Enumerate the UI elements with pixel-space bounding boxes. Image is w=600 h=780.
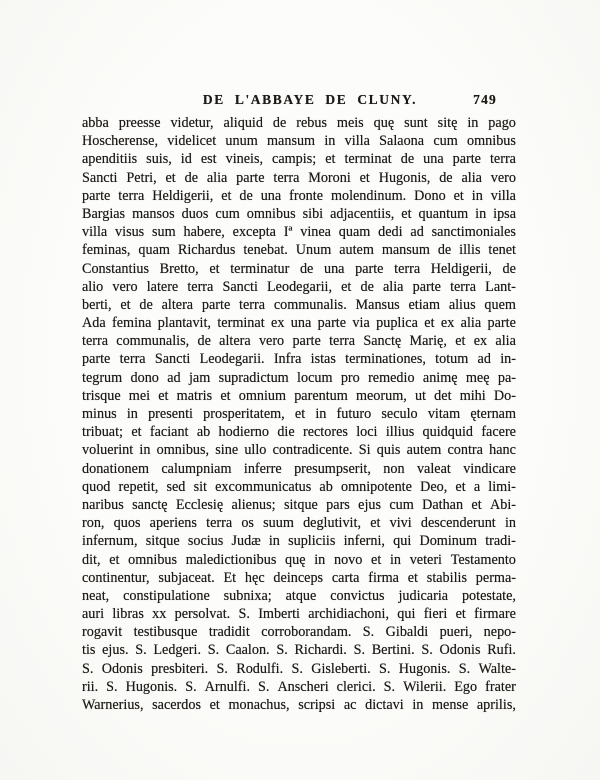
text-line: feminas, quam Richardus tenebat. Unum autem mansum de illis tenet (82, 242, 516, 259)
text-line: dit, et omnibus maledictionibus quę in novo et in veteri Testamento (82, 551, 516, 568)
text-line: tegrum dono ad jam supradictum locum pro remedio animę meę pa- (82, 369, 516, 386)
text-line: rogavit testibusque tradidit corroborandam. S. Gibaldi pueri, nepo- (82, 624, 516, 641)
text-line: trisque mei et matris et omnium parentum meorum, ut det mihi Do- (82, 387, 516, 404)
text-line: Hoscherense, videlicet unum mansum in villa Salaona cum omnibus (82, 133, 516, 150)
text-line: Warnerius, sacerdos et monachus, scripsi ac dictavi in mense aprilis, (82, 697, 516, 713)
text-line: villa visus sum habere, excepta Iª vinea quam dedi ad sanctimoniales (82, 224, 516, 241)
running-head-title: DE L'ABBAYE DE CLUNY. (202, 92, 418, 107)
text-line: continentur, subjaceat. Et hęc deinceps carta firma et stabilis perma- (82, 569, 516, 586)
running-head (82, 92, 516, 110)
text-line: Sancti Petri, et de alia parte terra Moroni et Hugonis, de alia vero (82, 169, 516, 186)
charter-text-block (82, 114, 516, 714)
text-line: Bargias mansos duos cum omnibus sibi adjacentiis, et quantum in ipsa (82, 205, 516, 222)
text-line: quod repetit, sed sit excommunicatus ab omnipotente Deo, et a limi- (82, 478, 516, 495)
text-line: naribus sanctę Ecclesię alienus; sitque pars ejus cum Dathan et Abi- (82, 496, 516, 513)
text-line: rii. S. Hugonis. S. Arnulfi. S. Anscheri clerici. S. Wilerii. Ego frater (82, 678, 516, 695)
text-line: terra communalis, de altera vero parte terra Sanctę Marię, et ex alia (82, 333, 516, 350)
text-line: tis ejus. S. Ledgeri. S. Caalon. S. Richardi. S. Bertini. S. Odonis Rufi. (82, 642, 516, 659)
text-line: parte terra Sancti Leodegarii. Infra istas terminationes, totum ad in- (82, 351, 516, 368)
text-line: berti, et de altera parte terra communalis. Mansus etiam alius quem (82, 296, 516, 313)
text-line: donationem calumpniam inferre presumpserit, non valeat vindicare (82, 460, 516, 477)
page-number: 749 (473, 92, 497, 107)
text-line: abba preesse videtur, aliquid de rebus meis quę sunt sitę in pago (82, 115, 516, 131)
text-line: ron, quos aperiens terra os suum deglutivit, et vivi descenderunt in (82, 515, 516, 532)
text-line: Constantius Bretto, et terminatur de una parte terra Heldigerii, de (82, 260, 516, 277)
text-line: tribuat; et faciant ab hodierno die rectores loci illius quidquid facere (82, 424, 516, 441)
text-line: infernum, sitque socius Judæ in supliciis inferni, qui Dominum tradi- (82, 533, 516, 550)
text-line: voluerint in omnibus, sine ullo contradicente. Si quis autem contra hanc (82, 442, 516, 459)
text-line: minus in presenti prosperitatem, et in futuro seculo vitam ęternam (82, 406, 516, 422)
text-line: alio vero latere terra Sancti Leodegarii, et de alia parte terra Lant- (82, 278, 516, 295)
text-line: parte terra Heldigerii, et de una fronte molendinum. Dono et in villa (82, 187, 516, 204)
text-line: Ada femina plantavit, terminat ex una parte via puplica et ex alia parte (82, 315, 516, 332)
text-line: neat, constipulatione subnixa; atque convictus judicaria potestate, (82, 587, 516, 604)
text-line: apenditiis suis, id est vineis, campis; et terminat de una parte terra (82, 151, 516, 168)
text-line: auri libras xx persolvat. S. Imberti archidiachoni, qui fieri et firmare (82, 606, 516, 623)
text-line: S. Odonis presbiteri. S. Rodulfi. S. Gisleberti. S. Hugonis. S. Walte- (82, 660, 516, 677)
